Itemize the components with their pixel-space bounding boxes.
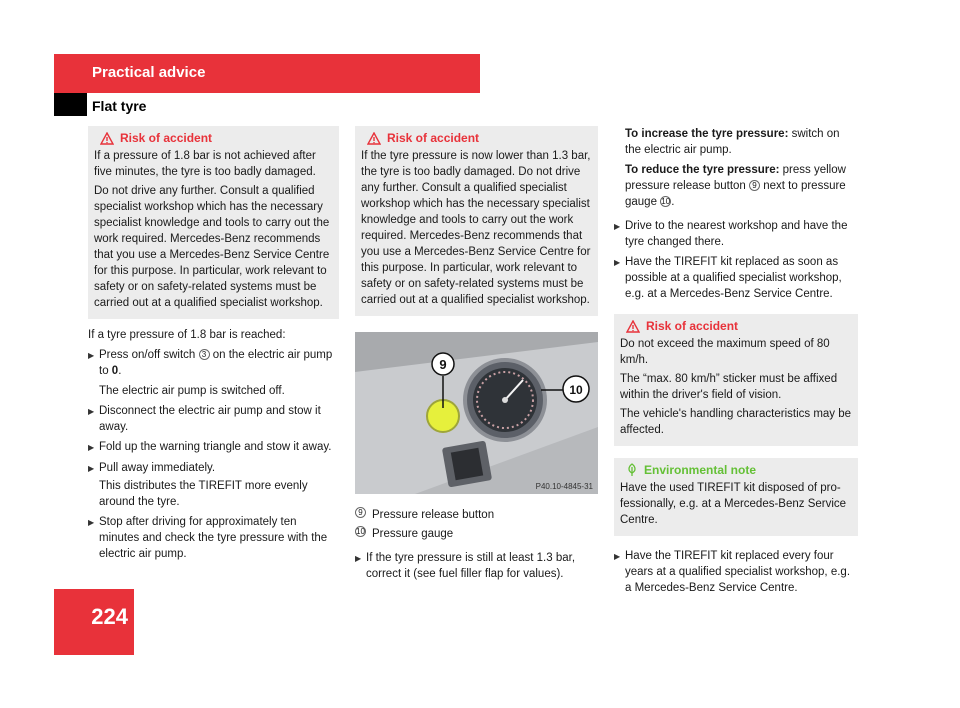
bullet-arrow-icon: ▶ bbox=[614, 222, 621, 231]
result-text: This distributes the TIREFIT more evenly around the tyre. bbox=[99, 480, 308, 508]
list-item-text bbox=[99, 347, 339, 379]
warning-box bbox=[88, 126, 339, 319]
bullet-arrow-icon: ▶ bbox=[88, 443, 95, 452]
environmental-note-heading bbox=[620, 462, 852, 478]
list-item bbox=[88, 460, 339, 477]
list-item-text: on the electric air pump to bbox=[99, 349, 333, 377]
list-item-text: Have the TIREFIT kit replaced as soon as possible at a qualified specialist workshop, e.g. at a Mercedes-Benz Service Centre. bbox=[625, 256, 842, 300]
intro-text: If a tyre pressure of 1.8 bar is reached: bbox=[88, 329, 286, 341]
callout-number: 9 bbox=[355, 507, 366, 518]
bullet-arrow-icon: ▶ bbox=[88, 518, 95, 527]
bullet-arrow-icon: ▶ bbox=[355, 554, 362, 563]
instruction-text: switch on the electric air pump. bbox=[625, 128, 840, 156]
tirefit-pump-photo bbox=[355, 332, 598, 494]
legend-label: Pressure gauge bbox=[372, 528, 454, 540]
list-item bbox=[355, 550, 598, 582]
callout-number: 10 bbox=[356, 527, 365, 536]
environmental-note-text: Have the used TIREFIT kit disposed of professionally, e.g. at a Mercedes-Benz Service Centre. bbox=[620, 482, 847, 526]
list-item-text: Pull away immediately. bbox=[99, 462, 216, 474]
warning-triangle-icon bbox=[626, 320, 640, 333]
warning-text: Do not drive any further. Consult a qualified specialist workshop which has the necessary specialist knowledge and tools to carry out the work required. Mercedes-Benz recommends that you use a Mercedes-Benz Service Centre for this purpose. In particular, work relevant to safety or on safety-related systems must be carried out at a qualified specialist workshop. bbox=[94, 185, 330, 309]
leaf-icon bbox=[626, 463, 638, 477]
list-item-text: Stop after driving for approximately ten minutes and check the tyre pressure with the electric air pump. bbox=[99, 516, 328, 560]
list-item bbox=[614, 218, 858, 250]
callout-number: 3 bbox=[199, 349, 210, 360]
legend-item bbox=[355, 507, 598, 523]
punctuation: . bbox=[671, 196, 675, 208]
page-number: 224 bbox=[91, 604, 128, 629]
warning-title: Risk of accident bbox=[120, 131, 213, 145]
list-item bbox=[88, 347, 339, 379]
figure-reference: P40.10-4845-31 bbox=[535, 482, 593, 491]
warning-title: Risk of accident bbox=[387, 131, 480, 145]
warning-heading bbox=[620, 318, 852, 334]
warning-triangle-icon bbox=[367, 132, 381, 145]
punctuation: . bbox=[118, 365, 122, 377]
warning-text: Do not exceed the maximum speed of 80 km/h. bbox=[620, 338, 830, 366]
bullet-arrow-icon: ▶ bbox=[88, 351, 95, 360]
warning-heading bbox=[361, 130, 592, 146]
warning-text: If a pressure of 1.8 bar is not achieved after five minutes, the tyre is too badly damaged. bbox=[94, 150, 316, 178]
instruction-label: To reduce the tyre pressure: bbox=[625, 164, 780, 176]
instruction-text: next to pressure gauge bbox=[625, 180, 846, 208]
column-1 bbox=[88, 126, 339, 566]
instruction-text bbox=[614, 162, 858, 210]
warning-box bbox=[614, 314, 858, 446]
callout-10-label: 10 bbox=[569, 383, 583, 397]
result-text: The electric air pump is switched off. bbox=[99, 385, 285, 397]
instruction-label: To increase the tyre pressure: bbox=[625, 128, 789, 140]
list-item-text: Have the TIREFIT kit replaced every four years at a qualified specialist workshop, e.g. a Mercedes-Benz Service Centre. bbox=[625, 550, 851, 594]
callout-number: 9 bbox=[749, 180, 760, 191]
callout-number: 10 bbox=[661, 197, 671, 206]
callout-9-label: 9 bbox=[439, 357, 447, 372]
warning-text: If the tyre pressure is now lower than 1.3 bar, the tyre is too badly damaged. Do not drive any further. Consult a qualified specialist workshop which has the necessary specialist knowledge and tools to carry out the work required. Mercedes-Benz recommends that you use a Mercedes-Benz Service Centre for this purpose. In particular, work relevant to safety or on safety-related systems must be carried out at a qualified specialist workshop. bbox=[361, 150, 591, 306]
instruction-text bbox=[614, 126, 858, 158]
bullet-arrow-icon: ▶ bbox=[88, 407, 95, 416]
warning-title: Risk of accident bbox=[646, 319, 739, 333]
warning-box bbox=[355, 126, 598, 316]
section-title: Flat tyre bbox=[92, 98, 147, 114]
column-2 bbox=[355, 126, 598, 586]
legend-label: Pressure release button bbox=[372, 509, 495, 521]
instruction-text: press yellow pressure release button bbox=[625, 164, 846, 192]
warning-text: The “max. 80 km/h” sticker must be affixed within the driver's field of vision. bbox=[620, 373, 838, 401]
bullet-arrow-icon: ▶ bbox=[614, 552, 621, 561]
environmental-note-box bbox=[614, 458, 858, 536]
list-item-text: If the tyre pressure is still at least 1.3 bar, correct it (see fuel filler flap for values). bbox=[366, 552, 576, 580]
list-item-text: Fold up the warning triangle and stow it away. bbox=[99, 441, 332, 453]
chapter-title: Practical advice bbox=[92, 64, 206, 81]
list-item-text: Drive to the nearest workshop and have the tyre changed there. bbox=[625, 220, 848, 248]
warning-heading bbox=[94, 130, 333, 146]
list-item bbox=[614, 548, 858, 596]
list-item bbox=[614, 254, 858, 302]
warning-text: The vehicle's handling characteristics may be affected. bbox=[620, 408, 852, 436]
list-item bbox=[88, 514, 339, 562]
list-item bbox=[88, 439, 339, 456]
warning-triangle-icon bbox=[100, 132, 114, 145]
environmental-note-title: Environmental note bbox=[644, 463, 757, 477]
legend-item bbox=[355, 526, 598, 542]
list-item bbox=[88, 403, 339, 435]
bullet-arrow-icon: ▶ bbox=[614, 258, 621, 267]
column-3 bbox=[614, 126, 858, 600]
list-item-text: Disconnect the electric air pump and stow it away. bbox=[99, 405, 321, 433]
switch-position: 0 bbox=[111, 365, 119, 377]
bullet-arrow-icon: ▶ bbox=[88, 464, 95, 473]
section-marker bbox=[54, 93, 87, 116]
list-item-text: Press on/off switch bbox=[99, 349, 196, 361]
